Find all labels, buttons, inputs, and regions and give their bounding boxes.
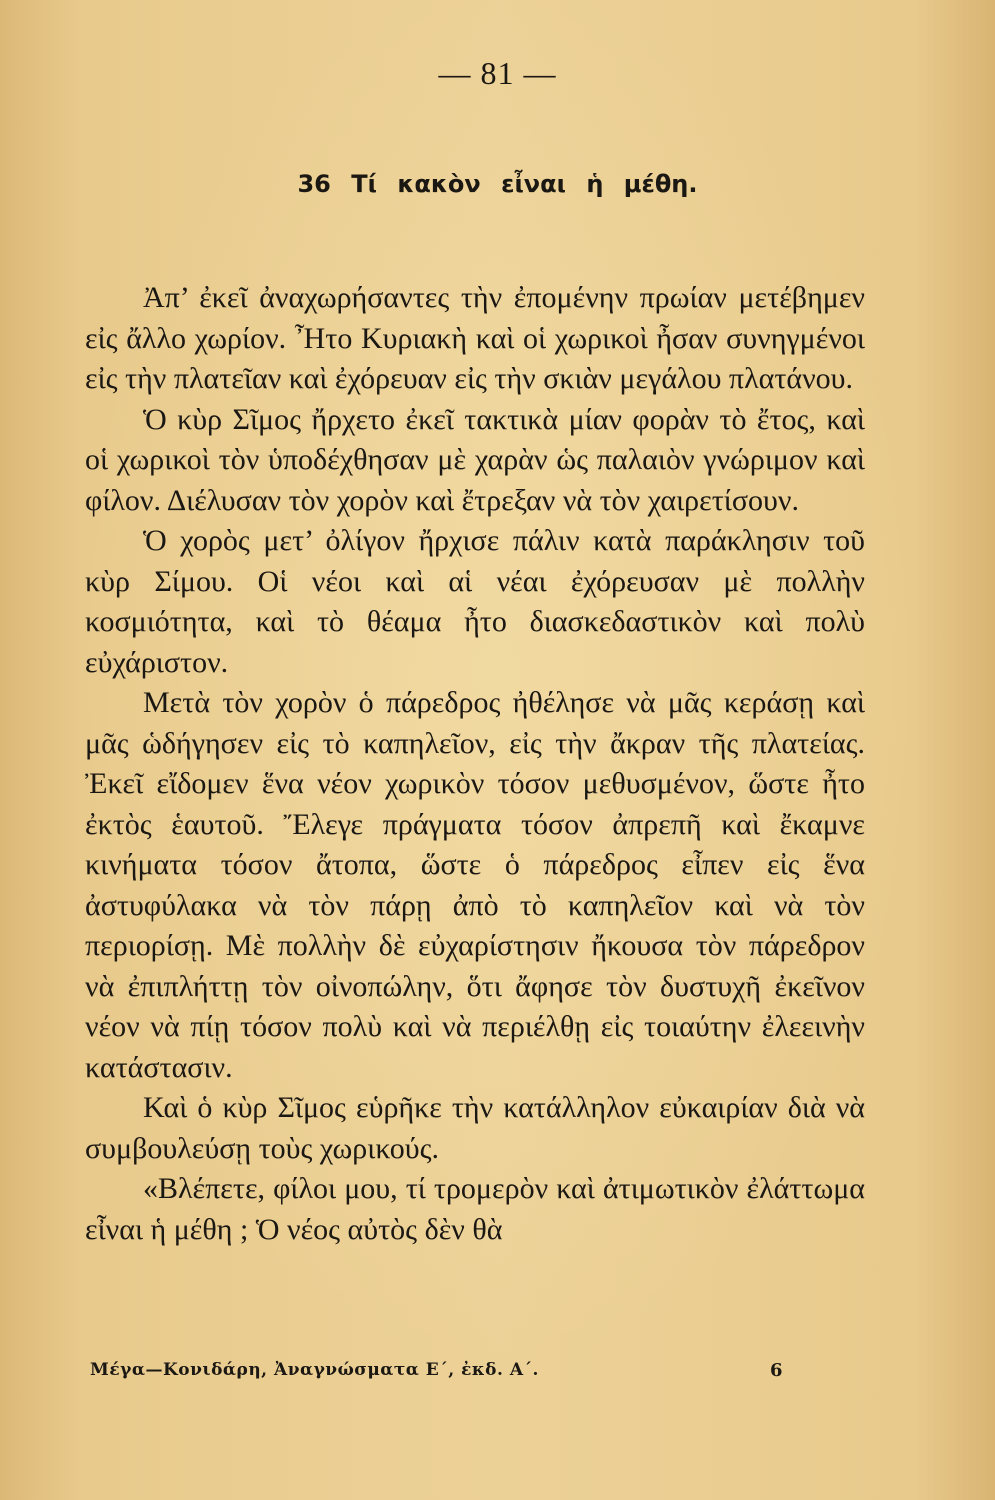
paragraph-5: Καὶ ὁ κὺρ Σῖμος εὑρῆκε τὴν κατάλληλον εὐκαιρίαν διὰ νὰ συμβουλεύσῃ τοὺς χωρικούς.	[85, 1091, 865, 1165]
chapter-title: 36 Τί κακὸν εἶναι ἡ μέθη.	[297, 170, 698, 198]
paragraph-6: «Βλέπετε, φίλοι μου, τί τρομερὸν καὶ ἀτιμωτικὸν ἐλάττωμα εἶναι ἡ μέθη ; Ὁ νέος αὐτὸς δὲν θὰ	[85, 1172, 865, 1246]
paragraph-1: Ἀπ’ ἐκεῖ ἀναχωρήσαντες τὴν ἐπομένην πρωίαν μετέβημεν εἰς ἄλλο χωρίον. Ἦτο Κυριακὴ καὶ οἱ χωρικοὶ ἦσαν συνηγμένοι εἰς τὴν πλατεῖαν καὶ ἐχόρευαν εἰς τὴν σκιὰν μεγάλου πλατάνου.	[85, 281, 865, 395]
page-number: — 81 —	[438, 55, 557, 91]
paragraph-3: Ὁ χορὸς μετ’ ὀλίγον ἤρχισε πάλιν κατὰ παράκλησιν τοῦ κὺρ Σίμου. Οἱ νέοι καὶ αἱ νέαι ἐχόρευσαν μὲ πολλὴν κοσμιότητα, καὶ τὸ θέαμα ἦτο διασκεδαστικὸν καὶ πολὺ εὐχάριστον.	[85, 524, 865, 679]
signature-number: 6	[770, 1360, 783, 1381]
page-footer: Μέγα—Κονιδάρη, Ἀναγνώσματα Ε΄, ἐκδ. Α΄.	[90, 1360, 539, 1380]
paragraph-4: Μετὰ τὸν χορὸν ὁ πάρεδρος ἠθέλησε νὰ μᾶς κεράσῃ καὶ μᾶς ὡδήγησεν εἰς τὸ καπηλεῖον, εἰς τὴν ἄκραν τῆς πλατείας. Ἐκεῖ εἴδομεν ἕνα νέον χωρικὸν τόσον μεθυσμένον, ὥστε ἦτο ἐκτὸς ἑαυτοῦ. Ἔλεγε πράγματα τόσον ἀπρεπῆ καὶ ἔκαμνε κινήματα τόσον ἄτοπα, ὥστε ὁ πάρεδρος εἶπεν εἰς ἕνα ἀστυφύλακα νὰ τὸν πάρῃ ἀπὸ τὸ καπηλεῖον καὶ νὰ τὸν περιορίσῃ. Μὲ πολλὴν δὲ εὐχαρίστησιν ἤκουσα τὸν πάρεδρον νὰ ἐπιπλήττῃ τὸν οἰνοπώλην, ὅτι ἄφησε τὸν δυστυχῆ ἐκεῖνον νέον νὰ πίῃ τόσον πολὺ καὶ νὰ περιέλθῃ εἰς τοιαύτην ἐλεεινὴν κατάστασιν.	[85, 686, 865, 1084]
body-text	[85, 278, 865, 1250]
paragraph-2: Ὁ κὺρ Σῖμος ἤρχετο ἐκεῖ τακτικὰ μίαν φορὰν τὸ ἔτος, καὶ οἱ χωρικοὶ τὸν ὑποδέχθησαν μὲ χαρὰν ὡς παλαιὸν γνώριμον καὶ φίλον. Διέλυσαν τὸν χορὸν καὶ ἔτρεξαν νὰ τὸν χαιρετίσουν.	[85, 402, 865, 517]
